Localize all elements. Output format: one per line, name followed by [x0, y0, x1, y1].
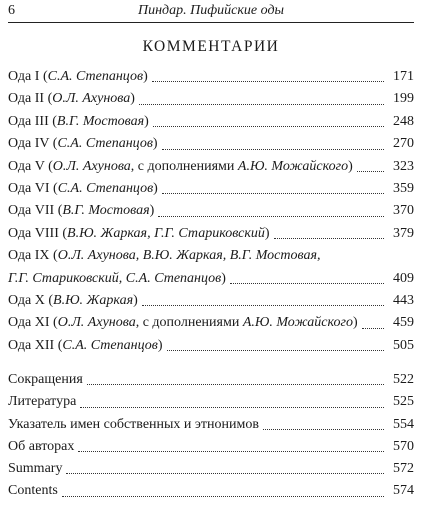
toc-entry-contents	[8, 480, 414, 502]
book-page	[8, 0, 414, 508]
dot-leader	[87, 383, 384, 385]
toc-page-number: 522	[393, 372, 414, 387]
toc-page-number: 248	[393, 113, 414, 129]
toc-entry-label: Сокращения	[8, 372, 83, 387]
toc-page-number: 409	[393, 270, 414, 286]
dot-leader	[362, 327, 384, 329]
toc-page-number: 323	[393, 158, 414, 174]
toc-entry-label: Ода XII (С.А. Степанцов)	[8, 337, 163, 353]
toc-page-number: 574	[393, 483, 414, 499]
toc-entry-ode-7	[8, 200, 414, 222]
running-header	[8, 0, 414, 23]
dot-leader	[80, 406, 384, 408]
toc-entry-label: Contents	[8, 483, 58, 499]
dot-leader	[162, 148, 384, 150]
dot-leader	[274, 237, 384, 239]
dot-leader	[357, 170, 384, 172]
toc-entry-label: Ода X (В.Ю. Жаркая)	[8, 292, 138, 308]
toc-entry-ode-5	[8, 156, 414, 178]
toc-entry-ode-1	[8, 66, 414, 88]
dot-leader	[62, 495, 384, 497]
toc-entry-ode-8	[8, 223, 414, 245]
toc-entry-label-continued: Г.Г. Стариковский, С.А. Степанцов)	[8, 270, 226, 286]
dot-leader	[66, 472, 384, 474]
toc-entry-label: Summary	[8, 461, 63, 477]
dot-leader	[230, 282, 384, 284]
running-title: Пиндар. Пифийские оды	[137, 3, 285, 18]
toc-entry-label: Ода VII (В.Г. Мостовая)	[8, 203, 155, 219]
toc-page-number: 171	[393, 68, 414, 84]
toc-entry-label: Ода II (О.Л. Ахунова)	[8, 91, 135, 107]
toc-entry-ode-6	[8, 178, 414, 200]
toc-entry-label: Ода III (В.Г. Мостовая)	[8, 113, 149, 129]
dot-leader	[263, 428, 384, 430]
toc-entry-label: Ода I (С.А. Степанцов)	[8, 68, 148, 84]
toc-entry-ode-3	[8, 111, 414, 133]
toc-entry-label: Указатель имен собственных и этнонимов	[8, 416, 259, 432]
toc-entry-index	[8, 414, 414, 436]
toc-entry-summary	[8, 458, 414, 480]
toc-entry-ode-10	[8, 290, 414, 312]
toc-entry-label: Ода VIII (В.Ю. Жаркая, Г.Г. Стариковский)	[8, 225, 270, 241]
toc-entry-label: Ода VI (С.А. Степанцов)	[8, 180, 158, 196]
dot-leader	[142, 304, 384, 306]
toc-entry-ode-4	[8, 133, 414, 155]
section-heading: КОММЕНТАРИИ	[142, 38, 280, 55]
dot-leader	[167, 349, 385, 351]
toc-entry-ode-9	[8, 245, 414, 290]
toc-entry-label: Ода IX (О.Л. Ахунова, В.Ю. Жаркая, В.Г. Мостовая,	[8, 248, 321, 264]
toc-page-number: 554	[393, 416, 414, 432]
toc-page-number: 525	[393, 394, 414, 410]
toc-page-number: 443	[393, 292, 414, 308]
toc-entry-ode-12	[8, 335, 414, 357]
toc-entry-label: Об авторах	[8, 438, 75, 454]
dot-leader	[158, 215, 384, 217]
toc-entry-label: Ода XI (О.Л. Ахунова, с дополнениями А.Ю. Можайского)	[8, 315, 358, 331]
toc-page-number: 270	[393, 136, 414, 152]
toc-entry-label: Ода IV (С.А. Степанцов)	[8, 136, 158, 152]
commentary-toc	[8, 66, 414, 357]
dot-leader	[152, 80, 384, 82]
toc-entry-ode-11	[8, 312, 414, 334]
dot-leader	[78, 450, 384, 452]
toc-entry-literature	[8, 391, 414, 413]
toc-page-number: 370	[393, 203, 414, 219]
dot-leader	[162, 192, 384, 194]
back-matter-toc	[8, 369, 414, 503]
toc-page-number: 359	[393, 180, 414, 196]
toc-page-number: 459	[393, 315, 414, 331]
toc-entry-label: Ода V (О.Л. Ахунова, с дополнениями А.Ю. Можайского)	[8, 158, 353, 174]
toc-entry-label: Литература	[8, 394, 77, 410]
toc-page-number: 572	[393, 461, 414, 477]
page-number: 6	[8, 3, 15, 18]
toc-entry-about-authors	[8, 436, 414, 458]
dot-leader	[153, 125, 384, 127]
toc-entry-abbreviations	[8, 369, 414, 391]
toc-page-number: 379	[393, 225, 414, 241]
toc-page-number: 570	[393, 438, 414, 454]
toc-page-number: 199	[393, 91, 414, 107]
dot-leader	[139, 103, 384, 105]
toc-page-number: 505	[393, 337, 414, 353]
toc-entry-ode-2	[8, 88, 414, 110]
